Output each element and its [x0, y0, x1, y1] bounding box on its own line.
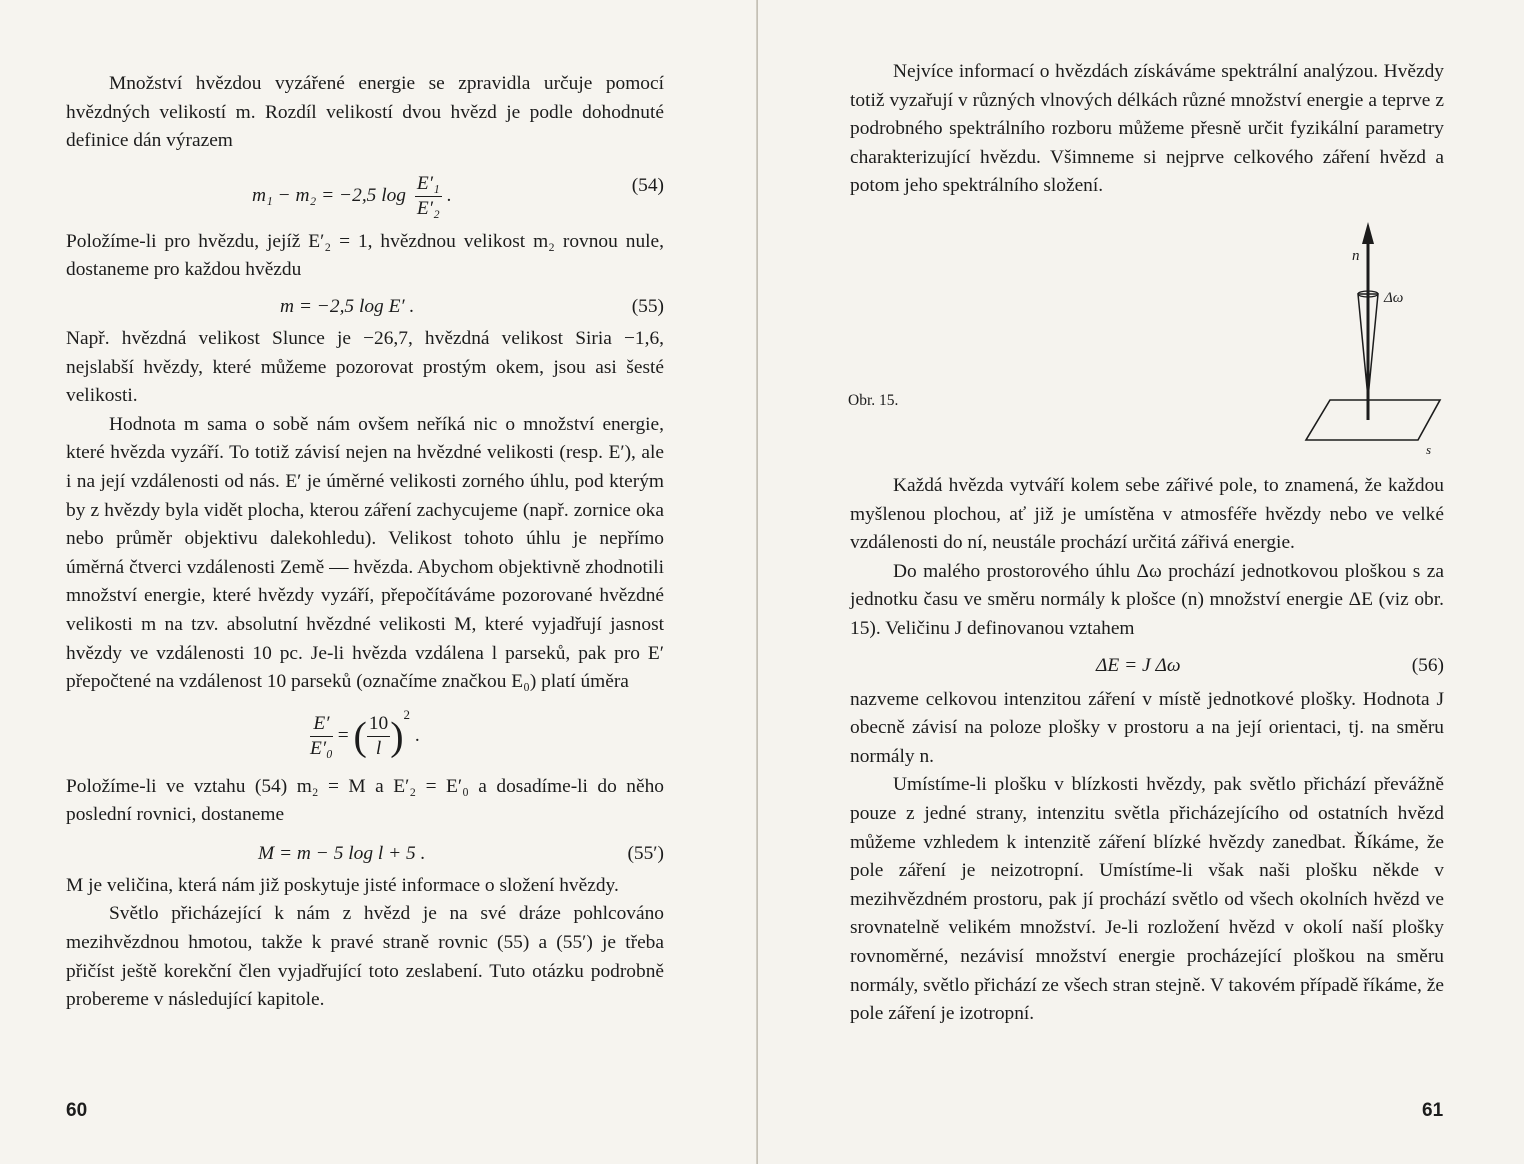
page-number: 60 — [66, 1100, 88, 1121]
arrow-head — [1362, 222, 1374, 244]
paragraph: M je veličina, která nám již poskytuje jisté informace o složení hvězdy. — [66, 874, 619, 896]
inner-fraction: $\frac{10}{l}$ — [368, 712, 389, 759]
page-number: 61 — [1422, 1100, 1444, 1121]
figure-caption: Obr. 15. — [848, 392, 899, 409]
equation-expression: m = −2,5 log E′ . — [280, 295, 415, 317]
equation-54: m₁ − m₂ = −2,5 log $\frac{\text{E′₁}}{\text{E′₂}}$ . (54) — [252, 172, 664, 219]
label-s: s — [1426, 442, 1432, 457]
equation-number: (55) — [631, 295, 664, 317]
equation-ratio: $\frac{E'}{\text{E′₀}}$ = ( $\frac{10}{l}$ )$^2$ . — [310, 706, 420, 759]
equation-expression: ΔE = J Δω — [1096, 654, 1181, 676]
paragraph: Světlo přicházející k nám z hvězd je na své dráze pohlcováno mezihvězdnou hmotou, takže k pravé straně rovnic (55) a (55′) je třeba přičíst ještě korekční člen vyjadřující toto zeslabení. Tuto otázku podrobně probereme v následující kapitole. — [66, 903, 664, 1011]
label-n: n — [1352, 248, 1360, 264]
paragraph: Např. hvězdná velikost Slunce je −26,7, hvězdná velikost Siria −1,6, nejslabší hvězdy, které můžeme pozorovat prostým okem, jsou asi šesté velikosti. — [66, 327, 664, 407]
paragraph: Množství hvězdou vyzářené energie se zpravidla určuje pomocí hvězdných velikostí m. Rozdíl velikostí dvou hvězd je podle dohodnuté definice dán výrazem — [66, 73, 664, 152]
figure-15 — [1290, 218, 1460, 458]
equation-expression: M = m − 5 log l + 5 . — [258, 842, 426, 864]
left-text-column — [66, 70, 664, 1015]
equation-lhs: m₁ − m₂ = −2,5 log — [252, 184, 406, 206]
paren-right: ) — [390, 712, 404, 758]
paren-left: ( — [353, 712, 367, 758]
equation-number: (54) — [631, 174, 664, 196]
equation-number: (55′) — [627, 842, 664, 864]
equation-fraction: $\frac{\text{E′₁}}{\text{E′₂}}$ — [416, 172, 440, 219]
right-text-column — [850, 472, 1444, 1029]
paragraph: Hodnota m sama o sobě nám ovšem neříká nic o množství energie, které hvězda vyzáří. To totiž závisí nejen na hvězdné velikosti (resp. E′), ale i na její vzdálenosti od nás. E′ je úměrné velikosti zorného úhlu, pod kterým by z hvězdy byla vidět plocha, kterou záření zachycujeme (např. zornice oka nebo průměr objektivu dalekohledu). Velikost tohoto úhlu je nepřímo úměrná čtverci vzdálenosti Země — hvězda. Abychom objektivně zhodnotili množství energie, které hvězdy vyzáří, přepočítáváme pozorované hvězdné velikosti m na tzv. absolutní hvězdné velikosti M, které vyjadřují jasnost hvězdy ve vzdálenosti 10 pc. Je-li hvězda vzdálena l parseků, pak pro E′ přepočtené na vzdálenost 10 parseků (označíme značkou E₀) platí úměra — [66, 413, 664, 693]
surface-element — [1306, 400, 1440, 440]
equation-55 — [66, 293, 664, 323]
label-omega: Δω — [1384, 290, 1404, 306]
ratio-fraction: $\frac{E'}{\text{E′₀}}$ — [310, 712, 333, 759]
right-text-column-top — [850, 58, 1444, 201]
left-page — [0, 0, 758, 1164]
paragraph: Každá hvězda vytváří kolem sebe zářivé pole, to znamená, že každou myšlenou plochou, ať již je umístěna v atmosféře hvězdy nebo ve velké vzdálenosti do ní, neustále prochází určitá zářivá energie. — [850, 475, 1444, 554]
paragraph: Do malého prostorového úhlu Δω prochází jednotkovou ploškou s za jednotku času ve směru normály k plošce (n) množství energie ΔE (viz obr. 15). Veličinu J definovanou vztahem — [850, 560, 1444, 639]
paragraph: Položíme-li ve vztahu (54) m₂ = M a E′₂ = E′₀ a dosadíme-li do něho poslední rovnici, dostaneme — [66, 775, 664, 826]
paragraph: Položíme-li pro hvězdu, jejíž E′₂ = 1, hvězdnou velikost m₂ rovnou nule, dostaneme pro každou hvězdu — [66, 230, 664, 281]
equation-56 — [850, 652, 1444, 682]
equation-55-prime — [66, 840, 664, 870]
paragraph: Umístíme-li plošku v blízkosti hvězdy, pak světlo přichází převážně pouze z jedné strany, intenzitu světla přicházejícího od ostatních hvězd můžeme vzhledem k intenzitě záření blízké hvězdy zanedbat. Říkáme, že pole záření je neizotropní. Umístíme-li však naši plošku někde v mezihvězdném prostoru, pak jí prochází světlo od všech okolních hvězd ve srovnatelně velikém množství. Je-li rozložení hvězd v okolí naší plošky rovnoměrné, nezávisí množství energie procházející ploškou na směru normály, světlo přichází ze všech stran stejně. V takovém případě říkáme, že pole záření je izotropní. — [850, 774, 1444, 1025]
equation-number: (56) — [1411, 654, 1444, 676]
paragraph: Nejvíce informací o hvězdách získáváme spektrální analýzou. Hvězdy totiž vyzařují v různých vlnových délkách různé množství energie a teprve z podrobného spektrálního rozboru můžeme přesně určit fyzikální parametry charakterizující hvězdu. Všimneme si nejprve celkového záření hvězd a potom jeho spektrálního složení. — [850, 61, 1444, 197]
paragraph: nazveme celkovou intenzitou záření v místě jednotkové plošky. Hodnota J obecně závisí na poloze plošky v prostoru a na její orientaci, tj. na směru normály n. — [850, 688, 1444, 767]
